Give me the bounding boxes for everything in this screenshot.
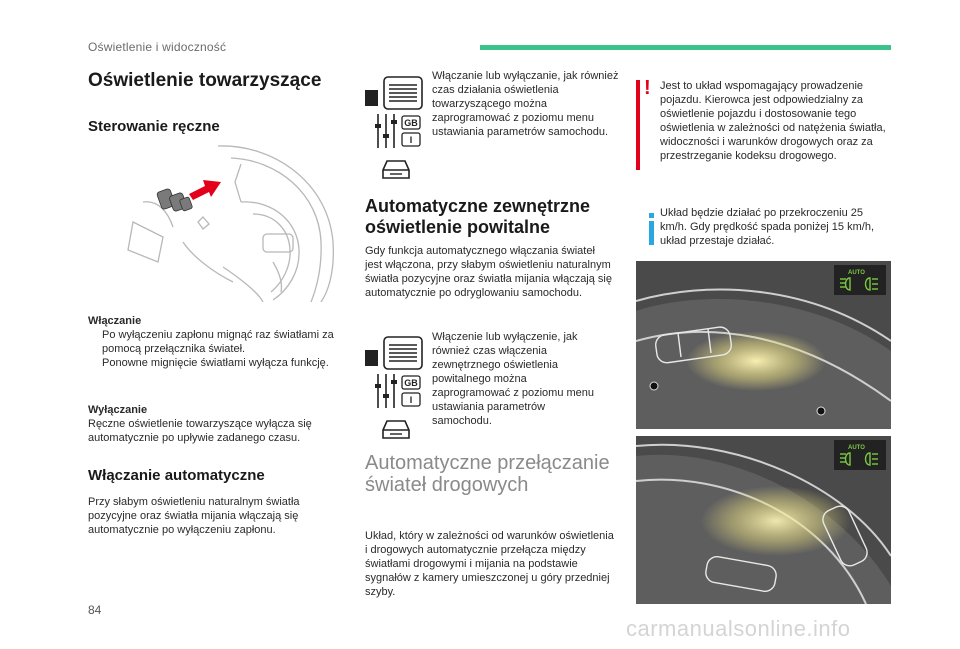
auto-lights-illustration-1 <box>636 261 891 429</box>
title-welcome-lighting: Automatyczne zewnętrzne oświetlenie powitalne <box>365 196 591 237</box>
i-label: I <box>409 395 413 405</box>
title-auto-beam: Automatyczne przełączanie świateł drogowych <box>365 452 610 496</box>
switch-on-label: Włączanie <box>88 315 142 327</box>
auto-badge: AUTO <box>848 270 865 276</box>
warning-bar <box>636 80 640 170</box>
auto-text: Przy słabym oświetleniu naturalnym światła pozycyjne oraz światła mijania włączają się automatycznie po wyłączeniu zapłonu. <box>88 496 300 536</box>
switch-on-item-2: Ponowne mignięcie światłami wyłącza funkcję. <box>102 357 329 369</box>
settings-icons-1 <box>365 76 423 186</box>
subtitle-manual: Sterowanie ręczne <box>88 118 220 135</box>
subtitle-auto: Włączanie automatyczne <box>88 467 265 484</box>
gb-label: GB <box>404 118 418 128</box>
switch-off-block <box>88 403 343 445</box>
sliders-icon <box>373 114 423 148</box>
switch-on-item-1: Po wyłączeniu zapłonu mignąć raz światłami za pomocą przełącznika świateł. <box>102 329 334 355</box>
i-label: I <box>409 135 413 145</box>
settings-icons-2 <box>365 336 423 446</box>
gb-label: GB <box>404 378 418 388</box>
page-title: Oświetlenie towarzyszące <box>88 70 322 91</box>
sliders-icon <box>373 374 423 408</box>
switch-off-label: Wyłączanie <box>88 404 148 416</box>
section-title: Oświetlenie i widoczność <box>88 40 227 54</box>
welcome-text: Gdy funkcja automatycznego włączania świateł jest włączona, przy słabym oświetleniu naturalnym światła pozycyjne oraz światła mijania włączają się automatycznie po odryglowaniu samochodu. <box>365 245 612 299</box>
watermark: carmanualsonline.info <box>626 616 851 641</box>
section-accent-bar <box>480 45 891 50</box>
info-text: Układ będzie działać po przekroczeniu 25 km/h. Gdy prędkość spada poniżej 15 km/h, układ przestaje działać. <box>660 207 874 247</box>
auto-badge: AUTO <box>848 445 865 451</box>
icons-text-2: Włączenie lub wyłączenie, jak również czas włączenia zewnętrznego oświetlenia powitalnego można zaprogramować z poziomu menu ustawiania parametrów samochodu. <box>432 331 595 427</box>
beam-text: Układ, który w zależności od warunków oświetlenia i drogowych automatycznie przełącza między światłami drogowymi i mijania na podstawie sygnałów z kamery umieszczonej u góry przedniej szyby. <box>365 530 614 598</box>
car-icon <box>379 416 413 442</box>
page-number: 84 <box>88 603 102 617</box>
car-icon <box>379 156 413 182</box>
display-icon <box>365 336 423 370</box>
steering-wheel-illustration <box>123 142 335 302</box>
info-icon <box>648 213 656 245</box>
icons-text-1: Włączanie lub wyłączanie, jak również czas działania oświetlenia towarzyszącego można zaprogramować z poziomu menu ustawiania parametrów samochodu. <box>432 70 619 138</box>
switch-on-block <box>88 314 338 370</box>
display-icon <box>365 76 423 110</box>
warning-icon: ! <box>644 77 651 99</box>
auto-lights-illustration-2 <box>636 436 891 604</box>
warning-text: Jest to układ wspomagający prowadzenie pojazdu. Kierowca jest odpowiedzialny za oświetlenie pojazdu i dostosowanie tego oświetlenia w zależności od natężenia światła, widoczności i warunków drogowych oraz za przestrzeganie kodeksu drogowego. <box>660 80 886 162</box>
switch-off-text: Ręczne oświetlenie towarzyszące wyłącza się automatycznie po upływie zadanego czasu. <box>88 418 312 444</box>
